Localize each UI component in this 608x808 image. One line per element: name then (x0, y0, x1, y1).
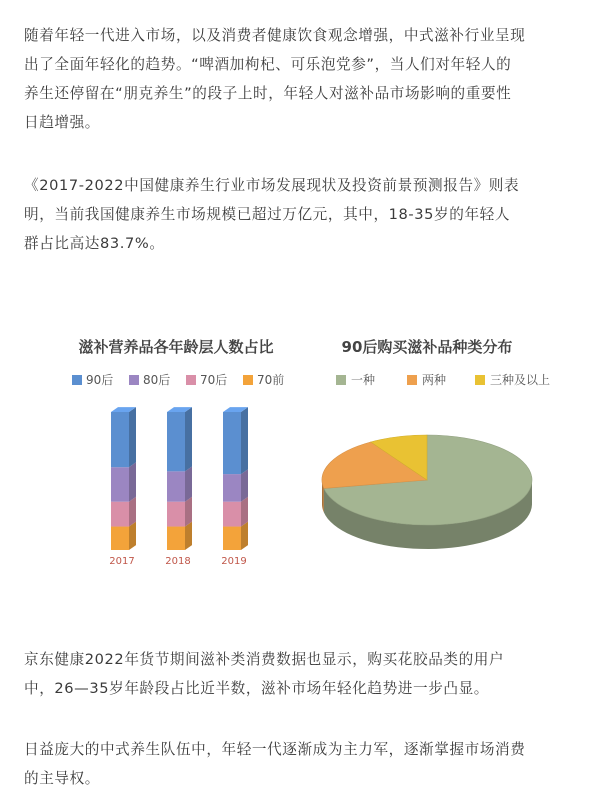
legend-swatch (186, 375, 196, 385)
bar-segment (111, 467, 129, 502)
bar-segment (167, 527, 185, 550)
legend-swatch (243, 375, 253, 385)
bar-segment-side (241, 407, 248, 474)
bar-segment (223, 412, 241, 474)
x-tick-label: 2017 (109, 556, 135, 567)
paragraph-market-report (24, 171, 589, 258)
legend-swatch (336, 375, 346, 385)
x-tick-label: 2019 (221, 556, 247, 567)
text-line: 出了全面年轻化的趋势。“啤酒加枸杞、可乐泡党参”，当人们对年轻人的 (24, 56, 512, 73)
bar-segment (167, 502, 185, 527)
bar-segment (111, 502, 129, 527)
legend-label: 70前 (257, 373, 285, 387)
bar-segment-side (185, 497, 192, 527)
text-line: 随着年轻一代进入市场，以及消费者健康饮食观念增强，中式滋补行业呈现 (24, 27, 526, 44)
bar-segment-side (185, 522, 192, 550)
bar-segment (111, 527, 129, 550)
text-line: 日益庞大的中式养生队伍中，年轻一代逐渐成为主力军，逐渐掌握市场消费 (24, 741, 526, 758)
bar-segment (223, 527, 241, 550)
paragraph-jd-health (24, 645, 589, 703)
text-line: 中，26—35岁年龄段占比近半数，滋补市场年轻化趋势进一步凸显。 (24, 680, 489, 697)
text-line: 明，当前我国健康养生市场规模已超过万亿元，其中，18-35岁的年轻人 (24, 206, 511, 223)
legend-label: 两种 (422, 373, 447, 387)
text-line: 日趋增强。 (24, 114, 100, 131)
legend-label: 80后 (143, 373, 171, 387)
bar-segment (223, 474, 241, 502)
legend-label: 70后 (200, 373, 228, 387)
bar-segment-side (185, 466, 192, 501)
bar-segment (167, 412, 185, 471)
bar-chart-plot (109, 407, 248, 567)
legend-swatch (407, 375, 417, 385)
paragraph-youth-trend (24, 21, 589, 137)
text-line: 养生还停留在“朋克养生”的段子上时，年轻人对滋补品市场影响的重要性 (24, 85, 512, 102)
charts-figure (0, 318, 608, 580)
bar-segment-side (241, 497, 248, 527)
bar-segment-side (129, 407, 136, 467)
bar-segment (167, 471, 185, 501)
bar-segment-side (129, 497, 136, 527)
legend-swatch (475, 375, 485, 385)
pie-chart-legend (336, 372, 550, 387)
bar-chart-legend (72, 373, 284, 387)
x-tick-label: 2018 (165, 556, 191, 567)
text-line: 京东健康2022年货节期间滋补类消费数据也显示，购买花胶品类的用户 (24, 651, 505, 668)
bar-segment-side (185, 407, 192, 471)
legend-label: 一种 (351, 373, 376, 387)
legend-label: 90后 (86, 373, 114, 387)
bar-segment-side (241, 469, 248, 502)
bar-segment (111, 412, 129, 467)
text-line: 《2017-2022中国健康养生行业市场发展现状及投资前景预测报告》则表 (24, 177, 520, 194)
bar-segment-side (129, 522, 136, 550)
bar-segment-side (129, 462, 136, 501)
bar-chart-title: 滋补营养品各年龄层人数占比 (78, 338, 274, 356)
bar-segment-side (241, 522, 248, 550)
charts-svg (0, 318, 608, 580)
paragraph-conclusion (24, 735, 589, 793)
legend-label: 三种及以上 (490, 373, 551, 387)
bar-segment (223, 502, 241, 527)
pie-chart-title: 90后购买滋补品种类分布 (341, 338, 513, 356)
legend-swatch (72, 375, 82, 385)
pie-chart-plot (322, 435, 532, 549)
text-line: 群占比高达83.7%。 (24, 235, 165, 252)
text-line: 的主导权。 (24, 770, 100, 787)
legend-swatch (129, 375, 139, 385)
